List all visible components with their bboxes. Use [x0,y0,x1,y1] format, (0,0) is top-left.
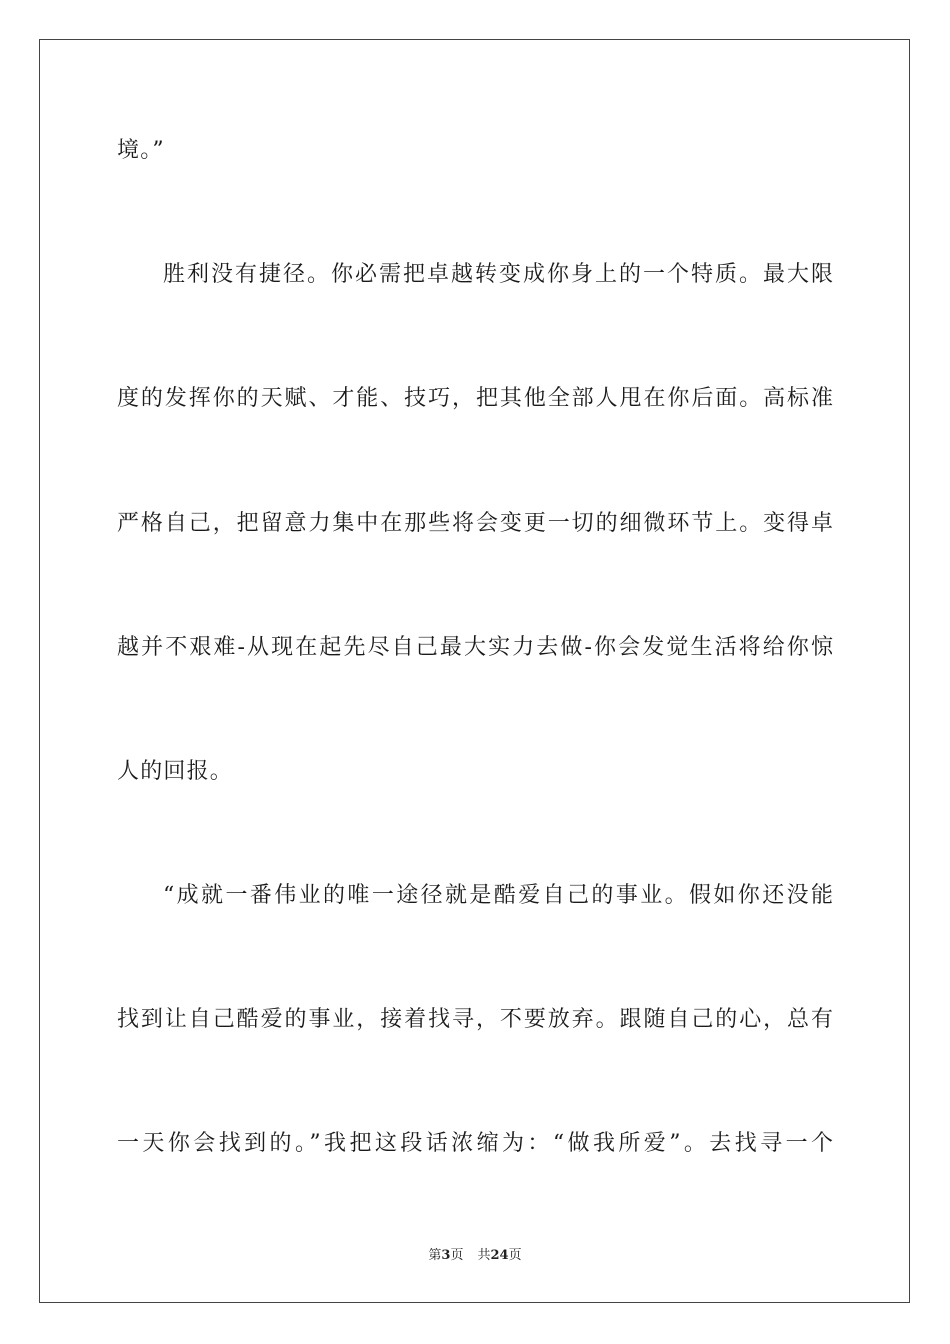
text-line: 找到让自己酷爱的事业，接着找寻，不要放弃。跟随自己的心，总有 [117,1007,833,1032]
page-footer [0,1247,950,1265]
text-line: 境。” [117,138,165,163]
text-line: 越并不艰难-从现在起先尽自己最大实力去做-你会发觉生活将给你惊 [117,635,833,660]
text-line: 严格自己，把留意力集中在那些将会变更一切的细微环节上。变得卓 [117,511,833,536]
text-line: “成就一番伟业的唯一途径就是酷爱自己的事业。假如你还没能 [163,883,833,908]
text-line: 一天你会找到的。”我把这段话浓缩为：“做我所爱”。去找寻一个 [117,1131,833,1156]
total-suffix: 页 [508,1248,522,1263]
total-prefix: 共 [477,1248,491,1263]
text-line: 胜利没有捷径。你必需把卓越转变成你身上的一个特质。最大限 [163,262,833,287]
page-suffix: 页 [450,1248,464,1263]
total-pages: 24 [490,1248,509,1263]
page-border [39,39,910,1303]
text-line: 人的回报。 [117,759,234,784]
page-prefix: 第 [428,1248,442,1263]
page-number: 3 [441,1248,451,1263]
text-line: 度的发挥你的天赋、才能、技巧，把其他全部人甩在你后面。高标准 [117,386,833,411]
